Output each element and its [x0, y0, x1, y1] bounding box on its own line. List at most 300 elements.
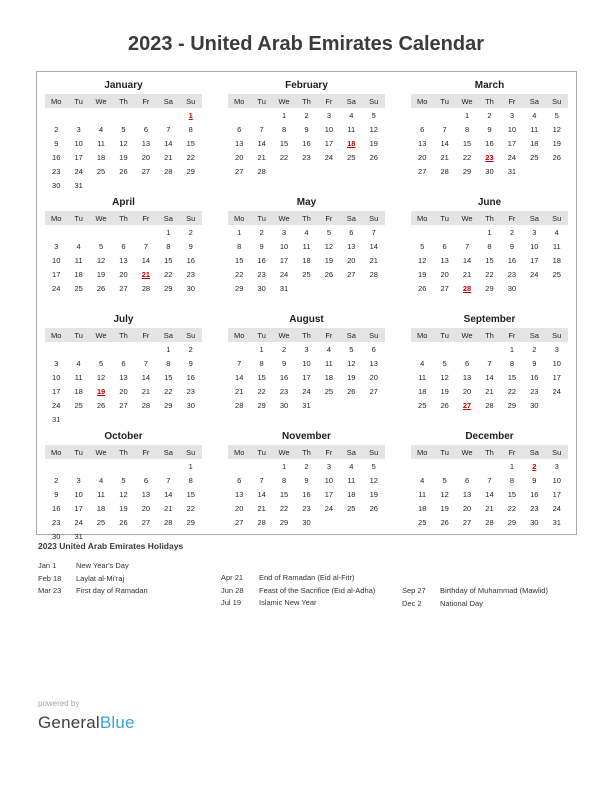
day-cell: 16 [302, 489, 311, 499]
page-title: 2023 - United Arab Emirates Calendar [127, 33, 485, 55]
day-cell: 21 [257, 152, 266, 162]
day-cell: 25 [74, 283, 83, 293]
day-cell: 12 [418, 255, 427, 265]
day-cell-empty [411, 459, 433, 473]
day-header: Mo [228, 328, 250, 342]
day-cell: 11 [74, 255, 83, 265]
day-cell: 29 [164, 283, 173, 293]
day-cell-empty [135, 178, 157, 192]
day-cell: 23 [257, 269, 266, 279]
day-cell: 25 [96, 166, 106, 176]
day-header: Tu [433, 445, 455, 459]
day-cell: 31 [74, 531, 83, 541]
day-cell: 16 [530, 489, 539, 499]
day-header: We [456, 328, 478, 342]
day-cell: 20 [235, 152, 244, 162]
day-cell: 2 [304, 461, 309, 471]
week-row [228, 122, 385, 136]
day-cell: 12 [324, 241, 334, 251]
day-header: Th [112, 328, 134, 342]
week-row [45, 356, 202, 370]
week-row [228, 384, 385, 398]
holiday-date: Apr 21 [221, 573, 244, 582]
day-header: Th [112, 211, 134, 225]
day-cell: 17 [552, 372, 561, 382]
day-header: Mo [45, 445, 67, 459]
day-cell: 18 [418, 503, 427, 513]
day-cell: 29 [507, 517, 517, 527]
day-cell: 25 [74, 400, 83, 410]
day-header-row [411, 211, 568, 225]
day-header: Su [363, 445, 385, 459]
day-cell-empty [318, 281, 340, 295]
day-cell: 13 [418, 138, 427, 148]
day-cell: 22 [507, 503, 517, 513]
day-cell: 23 [186, 269, 195, 279]
day-cell: 9 [304, 124, 309, 134]
day-header: Su [180, 445, 202, 459]
day-cell: 10 [52, 372, 61, 382]
day-header: Fr [135, 445, 157, 459]
day-cell: 11 [418, 372, 427, 382]
day-cell: 14 [257, 138, 266, 148]
day-cell: 15 [186, 138, 195, 148]
week-row [411, 487, 568, 501]
day-cell-empty [90, 178, 112, 192]
holiday-date: Mar 23 [38, 586, 62, 595]
day-cell: 1 [487, 227, 492, 237]
day-cell: 17 [552, 489, 561, 499]
day-cell: 27 [369, 386, 378, 396]
day-cell: 12 [552, 124, 561, 134]
month-title: March [474, 80, 505, 91]
day-header: Tu [433, 328, 455, 342]
day-cell-empty [67, 342, 89, 356]
day-header: Mo [411, 94, 433, 108]
day-header: Sa [340, 445, 362, 459]
day-cell: 18 [96, 503, 106, 513]
week-row [45, 370, 202, 384]
day-cell: 16 [302, 138, 311, 148]
day-cell: 12 [119, 138, 128, 148]
day-cell: 30 [485, 166, 494, 176]
week-row [228, 342, 385, 356]
day-cell: 22 [485, 269, 494, 279]
day-cell: 8 [281, 475, 287, 485]
day-cell: 6 [121, 241, 126, 251]
week-row [45, 122, 202, 136]
week-row [228, 239, 385, 253]
day-header: Su [180, 211, 202, 225]
day-cell-empty [411, 225, 433, 239]
day-header: Fr [318, 445, 340, 459]
day-cell: 19 [119, 503, 128, 513]
month-december [411, 430, 568, 547]
day-cell: 13 [141, 489, 151, 499]
day-cell-empty [112, 108, 134, 122]
day-cell: 7 [259, 475, 264, 485]
day-cell: 23 [279, 386, 289, 396]
month-table [45, 94, 202, 192]
day-cell: 27 [235, 166, 244, 176]
day-header: Fr [501, 211, 523, 225]
day-header: Th [295, 328, 317, 342]
day-cell-empty [363, 164, 385, 178]
day-header: Fr [501, 328, 523, 342]
day-cell: 7 [259, 124, 264, 134]
month-title: January [104, 80, 143, 91]
day-header: Fr [318, 328, 340, 342]
day-header: Mo [411, 328, 433, 342]
day-cell: 4 [420, 358, 425, 368]
day-cell: 21 [164, 152, 173, 162]
day-cell: 17 [52, 269, 61, 279]
day-cell: 28 [164, 517, 173, 527]
day-cell: 14 [235, 372, 244, 382]
day-header: Fr [501, 94, 523, 108]
day-header-row [411, 445, 568, 459]
day-cell: 4 [76, 241, 81, 251]
day-cell: 2 [259, 227, 264, 237]
day-cell-empty [180, 178, 202, 192]
day-cell: 20 [119, 386, 128, 396]
day-header: We [456, 211, 478, 225]
day-header: Fr [135, 211, 157, 225]
month-january [45, 79, 202, 196]
day-cell: 14 [257, 489, 266, 499]
day-cell: 25 [96, 517, 106, 527]
day-cell: 12 [96, 255, 106, 265]
day-cell: 8 [281, 124, 287, 134]
day-cell: 15 [279, 138, 289, 148]
week-row [45, 501, 202, 515]
holidays-section [38, 541, 580, 624]
holiday-item [38, 585, 148, 598]
day-cell-empty [546, 281, 568, 295]
day-cell: 24 [324, 152, 334, 162]
day-cell: 9 [281, 358, 287, 368]
day-cell-empty [112, 225, 134, 239]
day-cell: 2 [509, 227, 514, 237]
week-row [411, 515, 568, 529]
day-cell: 30 [530, 517, 539, 527]
calendar-box [36, 71, 577, 541]
day-cell: 12 [347, 358, 356, 368]
day-cell: 18 [347, 138, 356, 148]
day-cell: 7 [442, 124, 447, 134]
day-cell: 30 [507, 283, 517, 293]
day-cell: 11 [530, 124, 539, 134]
day-cell: 29 [164, 400, 173, 410]
day-cell-empty [228, 342, 250, 356]
month-april [45, 196, 202, 313]
day-cell: 21 [485, 386, 494, 396]
day-cell: 28 [141, 400, 151, 410]
week-row [411, 267, 568, 281]
day-cell: 25 [347, 152, 356, 162]
week-row [411, 150, 568, 164]
day-cell: 14 [462, 255, 472, 265]
day-header: Su [363, 328, 385, 342]
day-cell: 8 [509, 358, 514, 368]
day-cell: 11 [347, 475, 356, 485]
day-cell: 21 [257, 503, 266, 513]
day-cell-empty [45, 108, 67, 122]
day-cell: 23 [507, 269, 517, 279]
day-cell: 2 [188, 344, 193, 354]
day-header: Su [546, 328, 568, 342]
day-cell: 21 [440, 152, 449, 162]
day-cell: 18 [324, 372, 334, 382]
day-cell: 2 [188, 227, 193, 237]
holiday-name: Laylat al-Mi'raj [76, 573, 125, 583]
day-cell: 3 [554, 344, 559, 354]
week-row [228, 150, 385, 164]
day-cell: 23 [302, 503, 311, 513]
day-cell: 23 [302, 152, 311, 162]
day-cell: 25 [302, 269, 311, 279]
day-cell: 6 [143, 124, 148, 134]
holiday-name: National Day [440, 598, 483, 608]
day-cell: 7 [143, 241, 148, 251]
holiday-column [402, 585, 548, 610]
day-cell: 19 [347, 372, 356, 382]
day-cell: 3 [326, 110, 331, 120]
day-cell: 31 [52, 414, 61, 424]
week-row [411, 356, 568, 370]
day-cell: 1 [188, 461, 193, 471]
day-cell: 15 [507, 489, 517, 499]
day-cell: 20 [418, 152, 427, 162]
day-header: Fr [135, 328, 157, 342]
day-cell: 2 [54, 124, 59, 134]
day-cell: 9 [509, 241, 514, 251]
week-row [45, 342, 202, 356]
week-row [45, 473, 202, 487]
day-cell: 20 [119, 269, 128, 279]
day-header: We [456, 94, 478, 108]
day-cell: 5 [442, 475, 447, 485]
day-header: Sa [523, 211, 545, 225]
week-row [411, 253, 568, 267]
day-cell: 18 [347, 489, 356, 499]
day-cell: 29 [485, 283, 494, 293]
day-cell: 27 [462, 517, 472, 527]
day-cell: 21 [369, 255, 378, 265]
day-cell: 15 [186, 489, 195, 499]
day-cell: 12 [119, 489, 128, 499]
day-cell: 17 [279, 255, 289, 265]
day-cell: 9 [304, 475, 309, 485]
day-cell: 8 [237, 241, 242, 251]
week-row [228, 487, 385, 501]
day-cell: 11 [302, 241, 311, 251]
day-header: Su [363, 94, 385, 108]
day-cell: 18 [74, 269, 83, 279]
day-cell: 21 [141, 386, 151, 396]
day-cell: 16 [52, 152, 61, 162]
week-row [45, 164, 202, 178]
day-header: Sa [340, 211, 362, 225]
day-cell: 29 [462, 166, 472, 176]
day-cell-empty [228, 108, 250, 122]
day-cell: 2 [532, 461, 537, 471]
day-cell: 19 [552, 138, 561, 148]
day-cell: 10 [324, 475, 334, 485]
day-cell: 1 [237, 227, 242, 237]
month-title: April [112, 197, 135, 208]
day-cell-empty [363, 515, 385, 529]
day-cell: 20 [141, 152, 151, 162]
day-cell: 4 [532, 110, 537, 120]
day-cell: 1 [166, 344, 171, 354]
month-table [411, 328, 568, 412]
day-cell-empty [112, 412, 134, 426]
day-cell: 25 [530, 152, 539, 162]
holiday-date: Sep 27 [402, 586, 426, 595]
day-cell: 28 [257, 517, 266, 527]
day-cell: 22 [462, 152, 472, 162]
week-row [45, 384, 202, 398]
day-header: Mo [411, 445, 433, 459]
day-header: Th [295, 211, 317, 225]
day-cell-empty [250, 459, 272, 473]
day-cell: 4 [554, 227, 559, 237]
day-cell: 7 [166, 124, 171, 134]
day-header: Su [546, 211, 568, 225]
day-cell: 13 [141, 138, 151, 148]
day-cell: 2 [304, 110, 309, 120]
week-row [411, 370, 568, 384]
day-cell: 26 [440, 517, 449, 527]
day-header: Sa [157, 94, 179, 108]
day-header: Th [295, 94, 317, 108]
day-header: We [273, 211, 295, 225]
day-header: We [456, 445, 478, 459]
month-title: August [289, 314, 324, 325]
day-cell: 18 [96, 152, 106, 162]
day-cell: 22 [186, 503, 195, 513]
day-cell-empty [433, 342, 455, 356]
day-cell: 30 [302, 517, 311, 527]
day-cell: 20 [462, 503, 472, 513]
day-cell: 4 [349, 461, 354, 471]
day-cell: 30 [186, 283, 195, 293]
day-cell: 6 [237, 124, 242, 134]
day-cell: 24 [302, 386, 311, 396]
day-cell: 18 [552, 255, 561, 265]
day-cell: 16 [186, 255, 195, 265]
week-row [228, 501, 385, 515]
day-cell-empty [67, 108, 89, 122]
day-cell: 27 [141, 517, 151, 527]
day-cell: 1 [259, 344, 264, 354]
day-header: Tu [67, 94, 89, 108]
day-cell: 14 [141, 372, 151, 382]
month-title: December [465, 431, 514, 442]
day-cell-empty [273, 164, 295, 178]
day-cell: 6 [143, 475, 148, 485]
day-cell-empty [135, 459, 157, 473]
day-cell: 5 [98, 358, 104, 368]
day-header: Tu [67, 211, 89, 225]
day-cell: 5 [326, 227, 331, 237]
month-table [228, 94, 385, 178]
day-cell: 16 [530, 372, 539, 382]
day-cell: 11 [418, 489, 427, 499]
day-cell-empty [157, 412, 179, 426]
day-header: We [273, 328, 295, 342]
day-cell: 26 [324, 269, 334, 279]
day-cell-empty [523, 164, 545, 178]
day-cell: 6 [121, 358, 126, 368]
day-cell: 20 [369, 372, 378, 382]
holiday-date: Dec 2 [402, 598, 422, 608]
day-cell: 6 [349, 227, 354, 237]
day-cell: 1 [281, 461, 287, 471]
holiday-column [221, 572, 375, 610]
day-cell-empty [135, 412, 157, 426]
day-cell: 17 [52, 386, 61, 396]
day-header: Tu [250, 445, 272, 459]
day-cell: 3 [281, 227, 287, 237]
month-july [45, 313, 202, 430]
day-header: We [90, 445, 112, 459]
day-cell: 29 [235, 283, 244, 293]
day-cell-empty [90, 225, 112, 239]
day-cell: 6 [442, 241, 447, 251]
day-cell: 31 [552, 517, 561, 527]
day-cell: 31 [507, 166, 517, 176]
day-cell: 26 [119, 517, 128, 527]
day-cell: 27 [462, 400, 472, 410]
day-cell: 17 [302, 372, 311, 382]
day-cell: 20 [347, 255, 356, 265]
month-table [45, 211, 202, 295]
day-cell: 7 [464, 241, 470, 251]
day-cell: 12 [369, 124, 378, 134]
day-cell: 15 [164, 372, 173, 382]
day-header: Tu [433, 94, 455, 108]
day-cell: 26 [552, 152, 561, 162]
day-cell: 5 [420, 241, 425, 251]
day-cell: 25 [324, 386, 334, 396]
day-cell: 4 [349, 110, 354, 120]
day-cell: 23 [52, 166, 61, 176]
holiday-name: Feast of the Sacrifice (Eid al-Adha) [259, 585, 376, 595]
day-header-row [411, 94, 568, 108]
day-cell: 26 [347, 386, 356, 396]
holiday-name: New Year's Day [76, 561, 129, 570]
day-cell: 10 [324, 124, 334, 134]
day-cell-empty [157, 108, 179, 122]
day-header: We [273, 94, 295, 108]
day-cell-empty [456, 342, 478, 356]
week-row [45, 178, 202, 192]
day-cell: 24 [552, 503, 561, 513]
day-cell: 24 [52, 400, 61, 410]
day-header: Th [478, 328, 500, 342]
holidays-title: 2023 United Arab Emirates Holidays [38, 541, 184, 551]
day-cell: 24 [507, 152, 517, 162]
day-cell: 28 [141, 283, 151, 293]
week-row [45, 515, 202, 529]
day-cell: 4 [98, 475, 104, 485]
day-cell: 24 [74, 166, 83, 176]
week-row [228, 473, 385, 487]
day-cell: 2 [532, 344, 537, 354]
day-cell: 4 [304, 227, 309, 237]
